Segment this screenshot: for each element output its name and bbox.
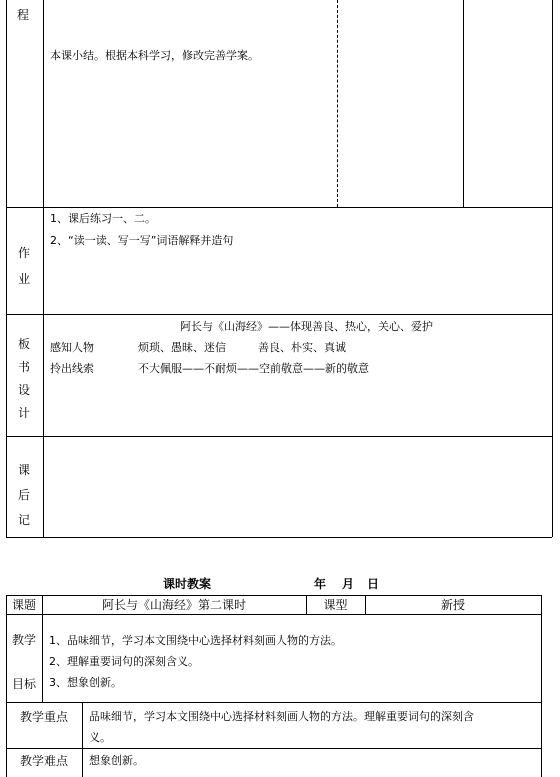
- grid-line: [6, 748, 542, 749]
- goal-item: 2、理解重要词句的深刻含义。: [49, 655, 199, 668]
- grid-line: [6, 537, 552, 538]
- board-line2-body: 不大佩服——不耐烦——空前敬意——新的敬意: [138, 362, 369, 375]
- board-line2-head: 拎出线索: [50, 362, 94, 375]
- board-design-label: [16, 333, 32, 425]
- board-line1-head: 感知人物: [50, 341, 94, 354]
- grid-line: [6, 0, 7, 537]
- grid-line: [6, 207, 552, 208]
- board-line1-b: 善良、朴实、真诚: [258, 341, 346, 354]
- after-class-label: [16, 458, 32, 533]
- topic-label: 课题: [11, 598, 36, 612]
- grid-line: [463, 0, 464, 207]
- type-label: 课型: [323, 598, 348, 612]
- goals-label-bottom: 目标: [11, 677, 36, 691]
- grid-line: [552, 0, 553, 537]
- grid-line: [43, 0, 44, 537]
- lesson-plan-heading: 课时教案: [163, 577, 212, 591]
- label-char: 设: [17, 383, 30, 397]
- type-value: 新授: [440, 598, 465, 612]
- grid-line: [6, 614, 542, 615]
- grid-line: [6, 702, 542, 703]
- key-points-line: 品味细节，学习本文围绕中心选择材料刻画人物的方法。理解重要词句的深刻含: [89, 710, 474, 723]
- grid-line: [6, 595, 542, 596]
- goal-item: 1、品味细节，学习本文围绕中心选择材料刻画人物的方法。: [49, 634, 342, 647]
- homework-label: [16, 240, 32, 292]
- label-char: 计: [17, 406, 30, 420]
- label-char: 记: [17, 513, 30, 527]
- homework-item: 2、“读一读、写一写”词语解释并造句: [50, 234, 234, 247]
- label-char: 板: [17, 337, 30, 351]
- board-title: 阿长与《山海经》——体现善良、热心，关心、爱护: [180, 320, 433, 333]
- difficulty-value: 想象创新。: [89, 754, 144, 767]
- board-line1-a: 烦琐、愚昧、迷信: [138, 341, 226, 354]
- grid-line: [42, 614, 43, 702]
- date-month: 月: [342, 577, 355, 591]
- section-label-cheng: 程: [17, 8, 30, 22]
- label-char: 后: [17, 488, 30, 502]
- key-points-line: 义。: [89, 731, 111, 744]
- label-char: 业: [17, 272, 30, 286]
- difficulty-label: 教学难点: [19, 754, 68, 768]
- label-char: 书: [17, 360, 30, 374]
- topic-value: 阿长与《山海经》第二课时: [101, 598, 246, 612]
- homework-item: 1、课后练习一、二。: [50, 212, 156, 225]
- summary-text: 本课小结。根据本科学习，修改完善学案。: [50, 49, 259, 62]
- goals-label-top: 教学: [11, 633, 36, 647]
- date-day: 日: [367, 577, 380, 591]
- grid-line: [6, 436, 552, 437]
- grid-line: [541, 595, 542, 777]
- label-char: 作: [17, 246, 30, 260]
- key-points-label: 教学重点: [19, 710, 68, 724]
- goal-item: 3、想象创新。: [49, 676, 122, 689]
- grid-line-dashed: [337, 0, 338, 207]
- grid-line: [82, 702, 83, 777]
- date-year: 年: [314, 577, 327, 591]
- grid-line: [6, 314, 552, 315]
- label-char: 课: [17, 463, 30, 477]
